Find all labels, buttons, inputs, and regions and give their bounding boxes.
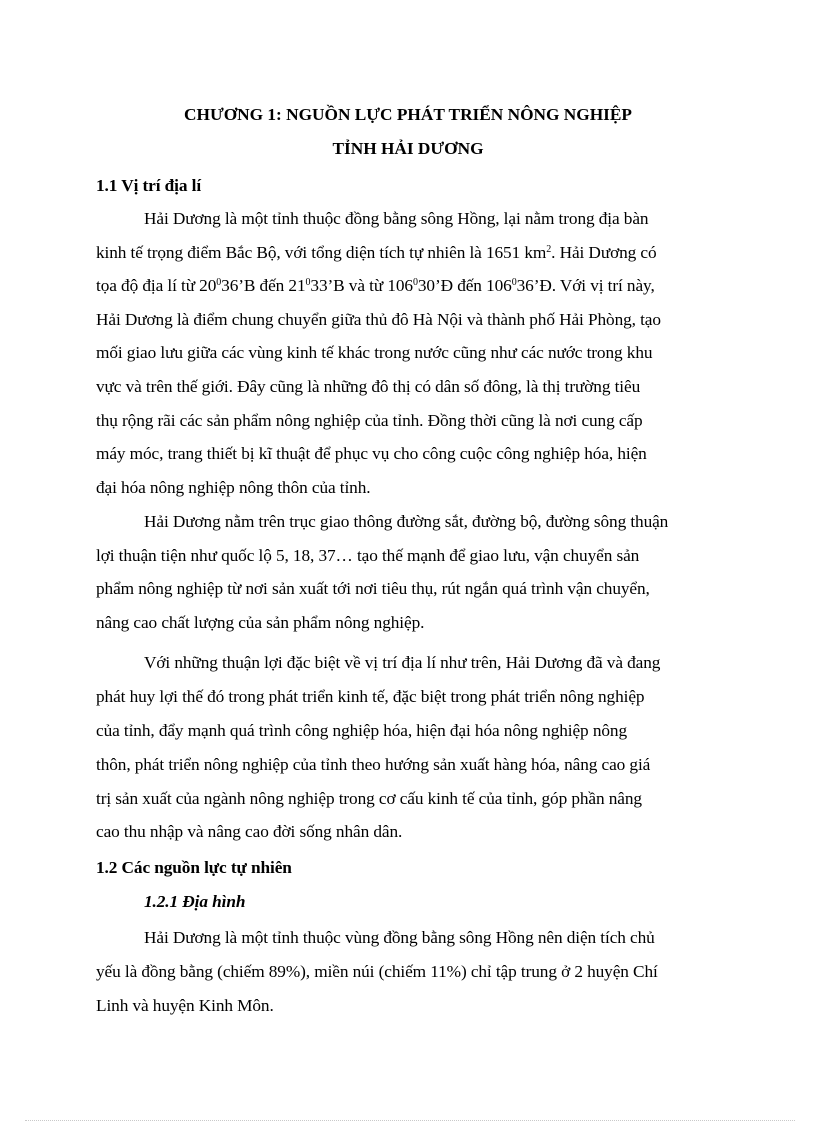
section-heading-1-2: 1.2 Các nguồn lực tự nhiên [96, 858, 292, 877]
paragraph-line: thụ rộng rãi các sản phẩm nông nghiệp của tỉnh. Đồng thời cũng là nơi cung cấp [96, 411, 643, 430]
superscript: 2 [546, 244, 552, 255]
subsection-heading-1-2-1: 1.2.1 Địa hình [144, 892, 246, 911]
paragraph-line: Với những thuận lợi đặc biệt về vị trí địa lí như trên, Hải Dương đã và đang [144, 653, 661, 672]
paragraph-line: phẩm nông nghiệp từ nơi sản xuất tới nơi tiêu thụ, rút ngắn quá trình vận chuyển, [96, 579, 650, 598]
paragraph-line: mối giao lưu giữa các vùng kinh tế khác trong nước cũng như các nước trong khu [96, 343, 653, 362]
chapter-title-line-1: CHƯƠNG 1: NGUỒN LỰC PHÁT TRIỂN NÔNG NGHIỆP [184, 105, 632, 124]
paragraph-line: phát huy lợi thế đó trong phát triển kinh tế, đặc biệt trong phát triển nông nghiệp [96, 687, 645, 706]
paragraph-line: vực và trên thế giới. Đây cũng là những đô thị có dân số đông, là thị trường tiêu [96, 377, 641, 396]
paragraph-line: cao thu nhập và nâng cao đời sống nhân dân. [96, 822, 403, 841]
paragraph-line: Hải Dương là một tỉnh thuộc vùng đồng bằng sông Hồng nên diện tích chủ [144, 928, 655, 947]
paragraph-line: Hải Dương là điểm chung chuyển giữa thủ đô Hà Nội và thành phố Hải Phòng, tạo [96, 310, 661, 329]
paragraph-line: máy móc, trang thiết bị kĩ thuật để phục vụ cho công cuộc công nghiệp hóa, hiện [96, 444, 647, 463]
paragraph-line: kinh tế trọng điểm Bắc Bộ, với tổng diện tích tự nhiên là 1651 $km^2$. Hải Dương có [96, 243, 657, 262]
paragraph-line: lợi thuận tiện như quốc lộ 5, 18, 37… tạo thế mạnh để giao lưu, vận chuyển sản [96, 546, 640, 565]
paragraph-line: của tỉnh, đẩy mạnh quá trình công nghiệp hóa, hiện đại hóa nông nghiệp nông [96, 721, 627, 740]
paragraph-line: Linh và huyện Kinh Môn. [96, 996, 274, 1015]
paragraph-line: yếu là đồng bằng (chiếm 89%), miền núi (chiếm 11%) chỉ tập trung ở 2 huyện Chí [96, 962, 658, 981]
page-break-divider [25, 1120, 795, 1121]
paragraph-line: tọa độ địa lí từ $20^036’B$ đến $21^033’B$ và từ $106^030’Đ$ đến $106^036’Đ$. Với vị trí này, [96, 276, 655, 295]
chapter-title-line-2: TỈNH HẢI DƯƠNG [332, 139, 484, 158]
paragraph-line: Hải Dương là một tỉnh thuộc đồng bằng sông Hồng, lại nằm trong địa bàn [144, 209, 649, 228]
paragraph-line: đại hóa nông nghiệp nông thôn của tỉnh. [96, 478, 371, 497]
paragraph-line: trị sản xuất của ngành nông nghiệp trong cơ cấu kinh tế của tỉnh, góp phần nâng [96, 789, 642, 808]
paragraph-line: Hải Dương nằm trên trục giao thông đường sắt, đường bộ, đường sông thuận [144, 512, 669, 531]
paragraph-line: thôn, phát triển nông nghiệp của tỉnh theo hướng sản xuất hàng hóa, nâng cao giá [96, 755, 651, 774]
section-heading-1-1: 1.1 Vị trí địa lí [96, 176, 202, 195]
paragraph-line: nâng cao chất lượng của sản phẩm nông nghiệp. [96, 613, 425, 632]
